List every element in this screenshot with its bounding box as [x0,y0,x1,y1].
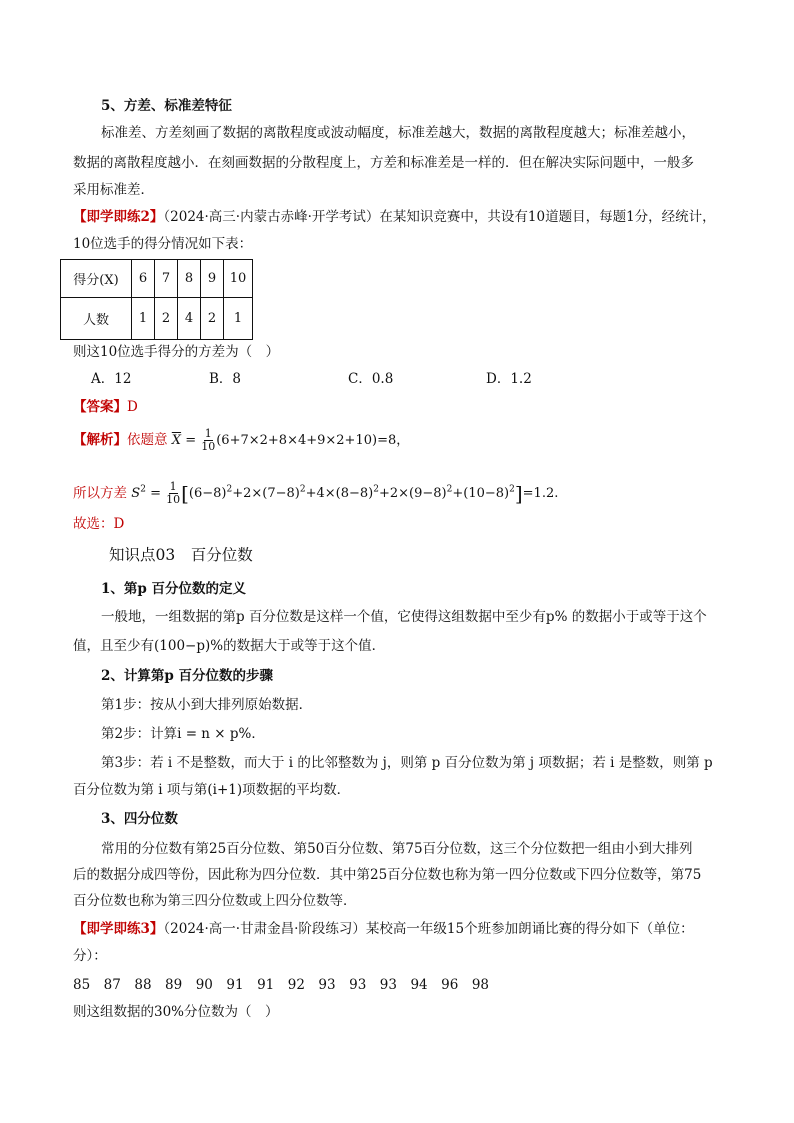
variance-term-4: +2×(9−8) [378,486,447,502]
step-1: 第1步：按从小到大排列原始数据． [101,697,313,713]
table-cell-count: 4 [178,298,201,340]
knowledge-3-line-2: 后的数据分成四等份，因此称为四分位数．其中第25百分位数也称为第一四分位数或下四分位数等，第75 [73,867,702,883]
exercise-3-tag: 【即学即练3】 [73,921,164,937]
knowledge-03-title: 知识点03 百分位数 [109,546,253,564]
exercise-2-line-2: 10位选手的得分情况如下表： [73,236,253,252]
section-5-title: 5、方差、标准差特征 [101,98,232,114]
answer-tag: 【答案】 [73,399,127,415]
knowledge-1-title: 1、第p 百分位数的定义 [101,581,247,597]
exercise-2-question: 则这10位选手得分的方差为（ ） [73,344,280,360]
exercise-3-question: 则这组数据的30%分位数为（ ） [73,1004,279,1020]
analysis-lead: 依题意 [127,432,168,448]
table-cell-count: 1 [224,298,253,340]
table-cell-score: 9 [201,260,224,298]
option-b: B．8 [209,371,242,387]
section-5-paragraph-line-3: 采用标准差． [73,182,154,198]
variance-term-5: +(10−8) [452,486,510,502]
variance-term-1: (6−8) [188,486,227,502]
option-a: A．12 [91,371,132,387]
option-c: C．0.8 [348,371,394,387]
variance-lead: 所以方差 [73,485,127,502]
analysis-mean-line [73,425,409,456]
variance-formula: $S^2$ = $\frac{1}{10}$ $[(6-8)^2+2\times(7-8)^2+4\times(8-8)^2+2\times(9-8)^2+(10-8)^2]=1.2$. [131,480,559,507]
table-cell-score: 8 [178,260,201,298]
table-header-score: 得分(X) [61,260,132,298]
step-3-line-1: 第3步：若 i 不是整数，而大于 i 的比邻整数为 j，则第 p 百分位数为第 j 项数据；若 i 是整数，则第 p [101,755,713,771]
variance-result: =1.2. [522,486,559,502]
exercise-2-tag: 【即学即练2】 [73,209,164,225]
analysis-tag: 【解析】 [73,432,127,448]
table-header-count: 人数 [61,298,132,340]
mean-fraction-numerator: 1 [204,427,212,440]
exercise-2-header [73,208,716,226]
knowledge-3-line-3: 百分位数也称为第三四分位数或上四分位数等． [73,893,357,909]
knowledge-2-title: 2、计算第p 百分位数的步骤 [101,668,274,684]
section-5-paragraph-line-1: 标准差、方差刻画了数据的离散程度或波动幅度，标准差越大，数据的离散程度越大；标准差越小， [101,125,695,141]
variance-fraction-denominator: 10 [166,493,181,507]
choose-line: 故选：D [73,516,125,532]
exercise-3-line-2: 分）： [73,948,107,964]
mean-symbol: $\overline{X}$ [171,433,182,448]
mean-fraction [201,428,215,453]
variance-fraction [166,481,180,506]
step-3-line-2: 百分位数为第 i 项与第(i+1)项数据的平均数． [73,782,351,798]
section-5-paragraph-line-2: 数据的离散程度越小．在刻画数据的分散程度上，方差和标准差是一样的．但在解决实际问题中，一般多 [73,155,694,171]
table-cell-count: 2 [155,298,178,340]
variance-symbol: S [131,486,141,502]
step-2: 第2步：计算i = n × p%． [101,726,265,742]
answer-value: D [127,399,138,415]
mean-formula: $\overline{X}$ = $\frac{1}{10}$ (6+7×2+8×4+9×2+10)=8， [171,427,410,453]
exercise-3-data: 85 87 88 89 90 91 91 92 93 93 93 94 96 98 [73,977,489,993]
table-cell-score: 6 [132,260,155,298]
analysis-variance-line [73,475,558,509]
mean-fraction-denominator: 10 [201,440,216,453]
knowledge-3-title: 3、四分位数 [101,811,178,827]
exercise-2-source: （2024·高三·内蒙古赤峰·开学考试）在某知识竞赛中，共设有10道题目，每题1分，经统计， [163,209,716,225]
mean-expression: (6+7×2+8×4+9×2+10)=8， [216,433,410,448]
knowledge-1-line-1: 一般地，一组数据的第p 百分位数是这样一个值，它使得这组数据中至少有p% 的数据小于或等于这个 [101,609,707,625]
knowledge-3-line-1: 常用的分位数有第25百分位数、第50百分位数、第75百分位数，这三个分位数把一组由小到大排列 [101,841,693,857]
variance-term-3: +4×(8−8) [305,486,374,502]
variance-fraction-numerator: 1 [169,480,177,494]
table-cell-count: 2 [201,298,224,340]
table-cell-score: 7 [155,260,178,298]
score-table [60,259,253,340]
knowledge-1-line-2: 值，且至少有(100−p)%的数据大于或等于这个值． [73,638,386,654]
option-d: D．1.2 [486,371,532,387]
exercise-3-source: （2024·高一·甘肃金昌·阶段练习）某校高一年级15个班参加朗诵比赛的得分如下（单位： [163,921,694,937]
variance-term-2: +2×(7−8) [232,486,300,502]
table-cell-count: 1 [132,298,155,340]
exercise-3-header [73,920,694,938]
table-cell-score: 10 [224,260,253,298]
answer-line [73,398,138,416]
